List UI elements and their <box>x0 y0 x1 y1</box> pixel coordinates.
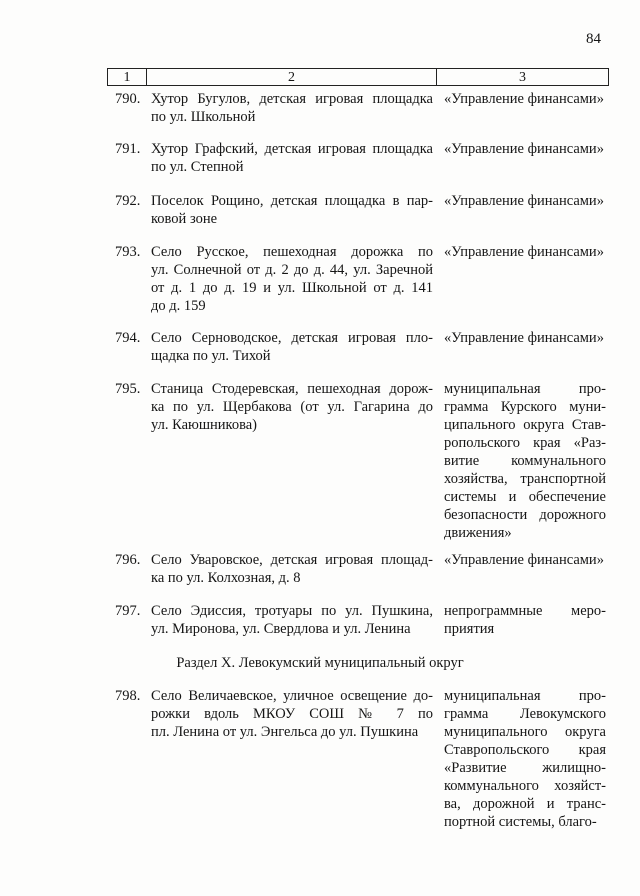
responsible-line: «Развитие жилищно- <box>444 760 606 776</box>
description-line: ул. Миронова, ул. Свердлова и ул. Ленина <box>151 621 411 637</box>
description-line: ка по ул. Колхозная, д. 8 <box>151 570 301 586</box>
row-description <box>151 687 433 741</box>
row-description <box>151 192 433 228</box>
responsible-text: «Управление финансами» <box>444 91 604 107</box>
responsible-text: «Управление финансами» <box>444 330 604 346</box>
row-number: 790. <box>115 91 141 107</box>
responsible-line: муниципальная про- <box>444 381 606 397</box>
column-header-2: 2 <box>147 69 437 86</box>
row-responsible <box>444 602 606 638</box>
row-responsible <box>444 140 606 158</box>
description-line: Село Величаевское, уличное освещение до- <box>151 688 433 704</box>
row-responsible <box>444 243 606 261</box>
responsible-line: ропольского края «Раз- <box>444 435 606 451</box>
row-description <box>151 329 433 365</box>
responsible-line: грамма Левокумского <box>444 706 606 722</box>
responsible-line: грамма Курского муни- <box>444 399 606 415</box>
description-line: по ул. Степной <box>151 159 244 175</box>
row-responsible <box>444 90 606 108</box>
description-line: Хутор Графский, детская игровая площадка <box>151 141 433 157</box>
row-number: 792. <box>115 193 141 209</box>
description-line: рожки вдоль МКОУ СОШ № 7 по <box>151 706 433 722</box>
row-number: 796. <box>115 552 141 568</box>
row-responsible <box>444 687 606 831</box>
row-description <box>151 602 433 638</box>
description-line: Станица Стодеревская, пешеходная дорож- <box>151 381 433 397</box>
description-line: Поселок Рощино, детская площадка в пар- <box>151 193 433 209</box>
row-number: 793. <box>115 244 141 260</box>
responsible-line: коммунального хозяйст- <box>444 778 606 794</box>
row-responsible <box>444 380 606 542</box>
section-title: Раздел X. Левокумский муниципальный округ <box>176 655 464 671</box>
row-responsible <box>444 551 606 569</box>
responsible-text: «Управление финансами» <box>444 193 604 209</box>
responsible-text: «Управление финансами» <box>444 141 604 157</box>
row-description <box>151 90 433 126</box>
description-line: ковой зоне <box>151 211 218 227</box>
responsible-text: «Управление финансами» <box>444 244 604 260</box>
responsible-line: муниципального округа <box>444 724 606 740</box>
row-number: 797. <box>115 603 141 619</box>
responsible-line: портной системы, благо- <box>444 814 597 830</box>
responsible-line: системы и обеспечение <box>444 489 606 505</box>
responsible-line: безопасности дорожного <box>444 507 606 523</box>
responsible-line: муниципальная про- <box>444 688 606 704</box>
column-header-3: 3 <box>437 69 609 86</box>
description-line: Село Русское, пешеходная дорожка по <box>151 244 433 260</box>
responsible-text: «Управление финансами» <box>444 552 604 568</box>
row-number: 794. <box>115 330 141 346</box>
description-line: до д. 159 <box>151 298 206 314</box>
responsible-line: витие коммунального <box>444 453 606 469</box>
responsible-line: ва, дорожной и транс- <box>444 796 606 812</box>
responsible-line: движения» <box>444 525 512 541</box>
responsible-line: приятия <box>444 621 495 637</box>
row-number: 798. <box>115 688 141 704</box>
description-line: пл. Ленина от ул. Энгельса до ул. Пушкина <box>151 724 419 740</box>
description-line: Село Серноводское, детская игровая пло- <box>151 330 433 346</box>
description-line: Село Уваровское, детская игровая площад- <box>151 552 433 568</box>
description-line: Хутор Бугулов, детская игровая площадка <box>151 91 433 107</box>
description-line: от д. 1 до д. 19 и ул. Школьной от д. 141 <box>151 280 433 296</box>
row-number: 791. <box>115 141 141 157</box>
row-description <box>151 243 433 315</box>
row-number: 795. <box>115 381 141 397</box>
row-description <box>151 551 433 587</box>
row-responsible <box>444 329 606 347</box>
column-header-table <box>107 68 609 86</box>
page-number: 84 <box>586 31 601 47</box>
column-header-1: 1 <box>108 69 147 86</box>
responsible-line: Ставропольского края <box>444 742 606 758</box>
row-description <box>151 140 433 176</box>
responsible-line: ципального округа Став- <box>444 417 606 433</box>
description-line: по ул. Школьной <box>151 109 256 125</box>
description-line: ул. Каюшникова) <box>151 417 258 433</box>
responsible-line: хозяйства, транспортной <box>444 471 606 487</box>
description-line: Село Эдиссия, тротуары по ул. Пушкина, <box>151 603 433 619</box>
description-line: щадка по ул. Тихой <box>151 348 271 364</box>
row-description <box>151 380 433 434</box>
description-line: ка по ул. Щербакова (от ул. Гагарина до <box>151 399 433 415</box>
description-line: ул. Солнечной от д. 2 до д. 44, ул. Заречной <box>151 262 433 278</box>
row-responsible <box>444 192 606 210</box>
responsible-line: непрограммные меро- <box>444 603 606 619</box>
